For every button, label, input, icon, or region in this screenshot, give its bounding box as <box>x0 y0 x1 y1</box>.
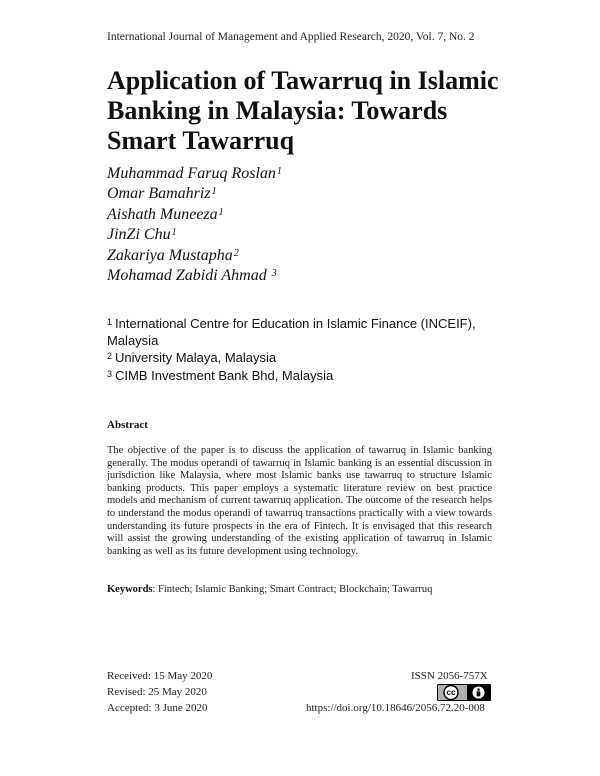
author-affil-mark: 3 <box>271 267 277 279</box>
author-name: Muhammad Faruq Roslan <box>107 165 276 182</box>
author-affil-mark: 1 <box>171 227 177 239</box>
issn: ISSN 2056-757X <box>411 670 488 682</box>
affiliation <box>107 349 487 366</box>
received-date: Received: 15 May 2020 <box>107 670 213 682</box>
author-affil-mark: 2 <box>233 247 239 259</box>
affiliation-list <box>107 315 487 384</box>
author <box>107 205 282 225</box>
author <box>107 246 282 266</box>
affiliation <box>107 367 487 384</box>
author-name: Zakariya Mustapha <box>107 246 233 264</box>
cc-by-license-icon <box>437 684 491 701</box>
affiliation <box>107 315 487 349</box>
affiliation-text: International Centre for Education in Islamic Finance (INCEIF), Malaysia <box>107 316 476 349</box>
cc-mark: cc <box>446 688 456 698</box>
author <box>107 266 282 286</box>
cc-by-badge <box>437 684 491 701</box>
affiliation-number: 2 <box>107 351 113 362</box>
author-affil-mark: 1 <box>211 186 217 198</box>
author <box>107 225 282 245</box>
author-affil-mark: 1 <box>276 166 282 177</box>
affiliation-text: CIMB Investment Bank Bhd, Malaysia <box>115 367 334 383</box>
author <box>107 164 282 184</box>
journal-header: International Journal of Management and Applied Research, 2020, Vol. 7, No. 2 <box>107 31 475 43</box>
revised-date: Revised: 25 May 2020 <box>107 686 207 698</box>
keywords-text: : Fintech; Islamic Banking; Smart Contract; Blockchain; Tawarruq <box>152 584 433 595</box>
keywords-label: Keywords <box>107 584 153 595</box>
accepted-date: Accepted: 3 June 2020 <box>107 702 208 714</box>
author-name: Omar Bamahriz <box>107 185 211 203</box>
author-name: Mohamad Zabidi Ahmad <box>107 266 267 284</box>
abstract-heading: Abstract <box>107 419 148 431</box>
keywords-line <box>107 584 507 595</box>
author-list <box>107 164 282 286</box>
affiliation-text: University Malaya, Malaysia <box>115 350 277 366</box>
doi-link[interactable]: https://doi.org/10.18646/2056.72.20-008 <box>306 702 485 714</box>
author <box>107 184 282 204</box>
affiliation-number: 3 <box>107 368 113 379</box>
by-person-body <box>477 691 481 696</box>
author-name: JinZi Chu <box>107 226 171 244</box>
author-affil-mark: 1 <box>218 206 224 218</box>
affiliation-number: 1 <box>107 317 113 327</box>
by-person-head <box>477 688 480 691</box>
paper-title: Application of Tawarruq in Islamic Banking in Malaysia: Towards Smart Tawarruq <box>107 66 499 155</box>
abstract-body: The objective of the paper is to discuss the application of tawarruq in Islamic banking generally. The modus operandi of tawarruq in Islamic banking is an essential discussion in jurisdiction like Malaysia, where most Islamic banks use tawarruq to structure Islamic banking products. This paper employs a systematic literature review on best practice models and mechanism of current tawarruq application. The outcome of the research helps to understand the modus operandi of tawarruq transactions practically with a view towards understanding its future prospects in the era of Fintech. It is envisaged that this research will assist the growing understanding of the existing application of tawarruq in Islamic banking as well as its future development using technology. <box>107 445 492 557</box>
author-name: Aishath Muneeza <box>107 205 218 223</box>
